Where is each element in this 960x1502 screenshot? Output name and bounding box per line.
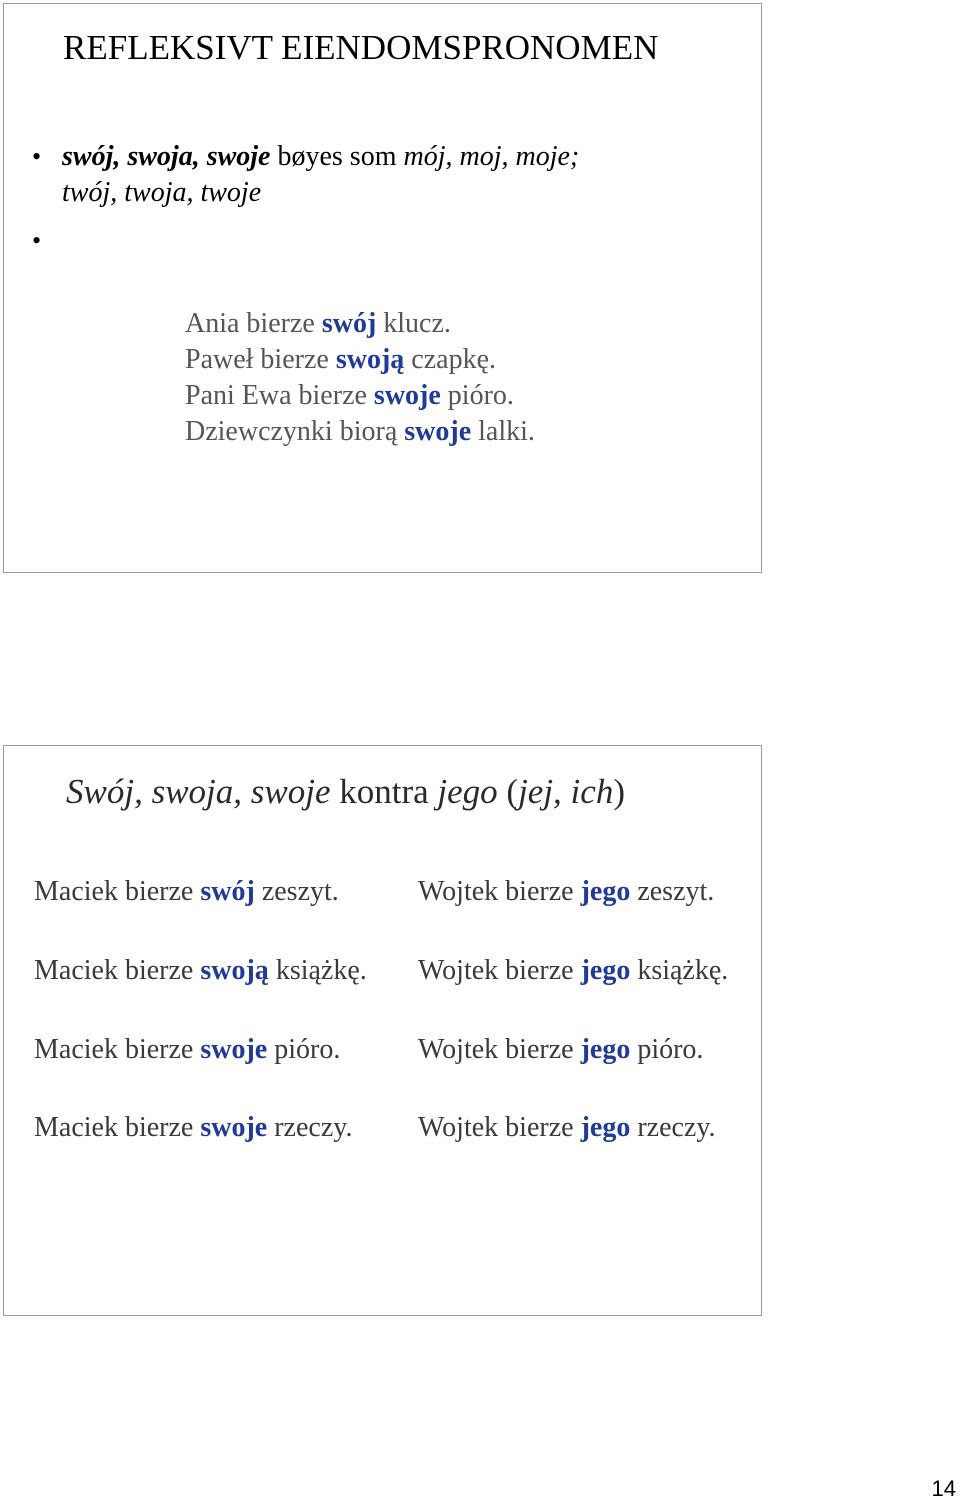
sentence-jego-right: Wojtek bierze jego książkę. — [418, 955, 729, 986]
possessive-pronoun: jego — [580, 876, 631, 907]
sentence-swoj-left: Maciek bierze swoje pióro. — [34, 1034, 341, 1065]
bullet-connector: bøyes som — [270, 141, 404, 172]
reflexive-pronoun: swoją — [335, 344, 405, 375]
reflexive-pronoun: swoją — [200, 955, 269, 986]
reflexive-pronoun: swój — [321, 308, 377, 339]
reflexive-pronoun: swoje — [373, 380, 441, 411]
sentence-jego-right: Wojtek bierze jego rzeczy. — [418, 1112, 716, 1143]
bullet-2-symbol: • — [32, 226, 42, 255]
slide-2-title: Swój, swoja, swoje kontra jego (jej, ich) — [66, 772, 625, 811]
reflexive-forms: swój, swoja, swoje — [62, 141, 271, 172]
sentence-jego-right: Wojtek bierze jego pióro. — [418, 1034, 704, 1065]
bullet-1-symbol: • — [32, 142, 42, 171]
example-sentence: Dziewczynki biorą swoje lalki. — [185, 416, 535, 447]
sentence-swoj-left: Maciek bierze swój zeszyt. — [34, 876, 339, 907]
example-sentence: Pani Ewa bierze swoje pióro. — [185, 380, 514, 411]
page-number: 14 — [931, 1476, 956, 1501]
bullet-1-text — [62, 139, 742, 211]
example-sentences — [185, 306, 535, 450]
reflexive-pronoun: swój — [200, 876, 255, 907]
slide-2 — [3, 745, 762, 1316]
reflexive-pronoun: swoje — [200, 1112, 268, 1143]
sentence-swoj-left: Maciek bierze swoją książkę. — [34, 955, 367, 986]
slide-1 — [3, 3, 762, 573]
possessive-pronoun: jego — [580, 1112, 631, 1143]
possessive-pronoun: jego — [580, 1034, 631, 1065]
reflexive-pronoun: swoje — [404, 416, 472, 447]
possessive-pronoun: jego — [580, 955, 631, 986]
reflexive-pronoun: swoje — [200, 1034, 268, 1065]
sentence-jego-right: Wojtek bierze jego zeszyt. — [418, 876, 715, 907]
example-sentence: Ania bierze swój klucz. — [185, 308, 451, 339]
example-sentence: Paweł bierze swoją czapkę. — [185, 344, 496, 375]
sentence-swoj-left: Maciek bierze swoje rzeczy. — [34, 1112, 353, 1143]
slide-1-title: REFLEKSIVT EIENDOMSPRONOMEN — [63, 28, 659, 67]
comparison-forms-1: mój, moj, moje; — [403, 141, 580, 172]
comparison-forms-2: twój, twoja, twoje — [62, 177, 262, 208]
